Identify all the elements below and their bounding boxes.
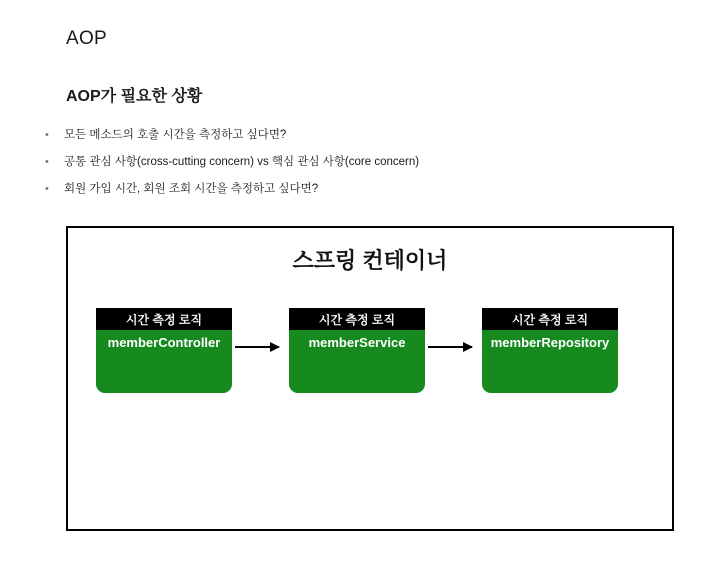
node-header-label: 시간 측정 로직 [96,308,232,330]
bullet-list [42,128,642,209]
diagram-node-member-service [289,308,425,393]
arrow-controller-to-service-icon [235,346,279,348]
section-subtitle: AOP가 필요한 상황 [66,88,203,105]
spring-container-diagram [66,226,674,531]
diagram-node-member-repository [482,308,618,393]
node-header-label: 시간 측정 로직 [482,308,618,330]
node-body-label: memberController [96,330,232,393]
page-title: AOP [66,28,108,49]
list-item-label: 모든 메소드의 호출 시간을 측정하고 싶다면? [64,129,287,141]
diagram-node-member-controller [96,308,232,393]
bullet-dot-icon: • [45,156,49,168]
node-header-label: 시간 측정 로직 [289,308,425,330]
list-item [42,155,642,169]
list-item [42,182,642,196]
arrow-service-to-repository-icon [428,346,472,348]
bullet-dot-icon: • [45,183,49,195]
node-body-label: memberRepository [482,330,618,393]
bullet-dot-icon: • [45,129,49,141]
container-title: 스프링 컨테이너 [292,248,448,273]
list-item-label: 공통 관심 사항(cross-cutting concern) vs 핵심 관심 사항(core concern) [64,156,420,168]
list-item-label: 회원 가입 시간, 회원 조회 시간을 측정하고 싶다면? [64,183,319,195]
list-item [42,128,642,142]
node-body-label: memberService [289,330,425,393]
